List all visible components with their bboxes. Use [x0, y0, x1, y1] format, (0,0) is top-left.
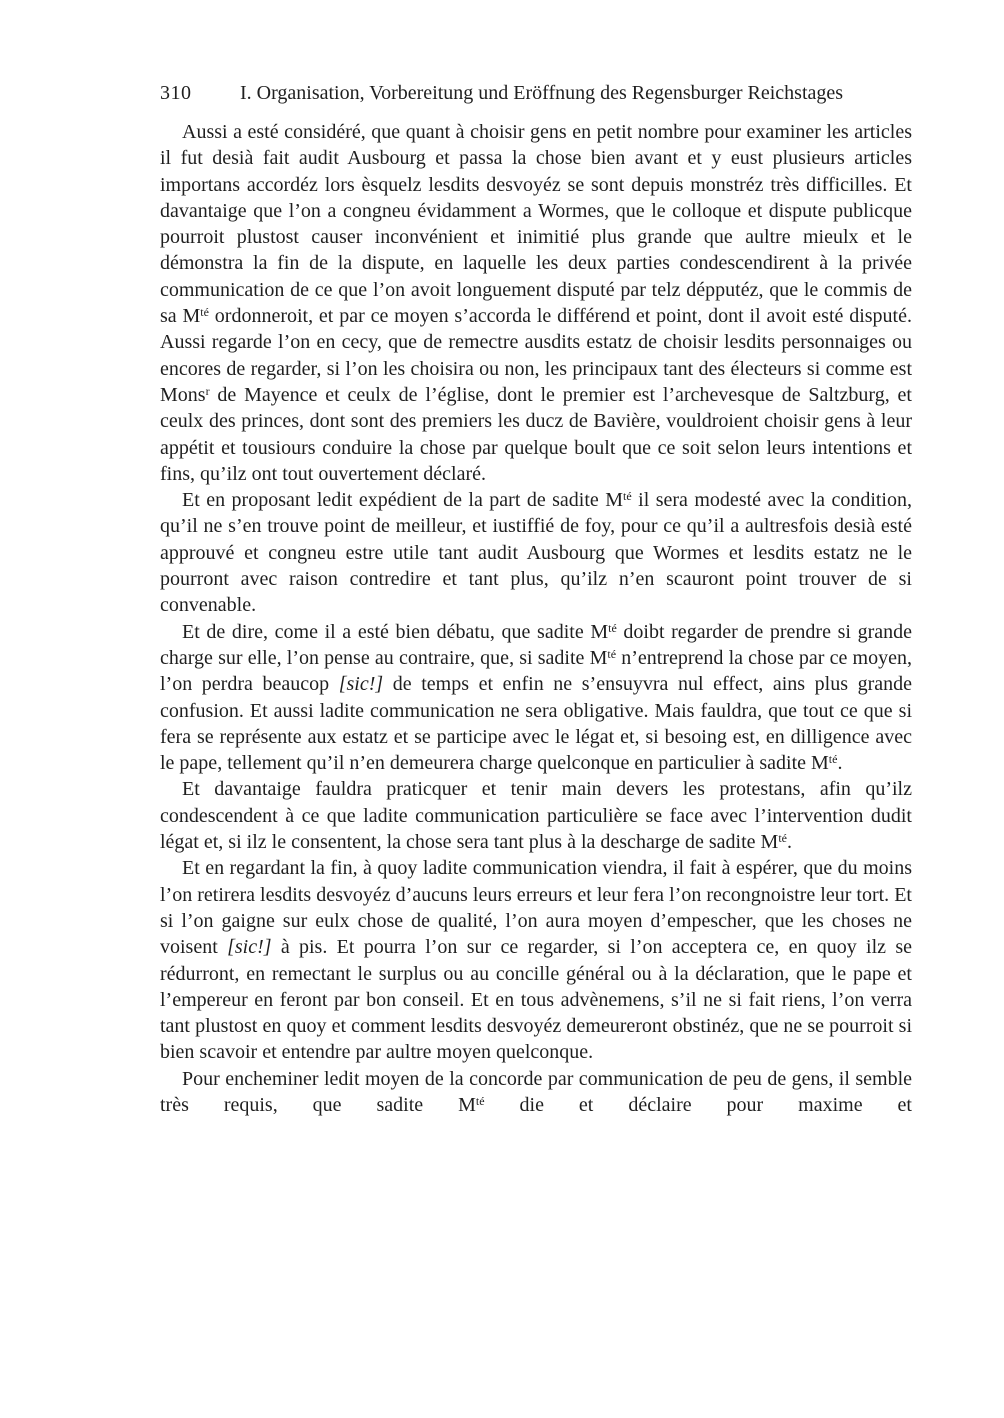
paragraph-5 [160, 855, 912, 1065]
text-run: . [837, 752, 843, 775]
text-run: Et davantaige fauldra praticquer et tenir main devers les protestans, afin qu’ilz condescendent à ce que ladite communication particulière se face avec l’intervention dudit légat et, si ilz le consentent, la chose sera tant plus à la descharge de sadite M [160, 778, 912, 854]
superscript-abbreviation: té [607, 646, 617, 661]
text-run: n’entreprend la chose par ce moyen, l’on perdra beaucop [160, 646, 912, 696]
superscript-abbreviation: té [200, 304, 209, 319]
paragraph-4 [160, 776, 912, 855]
text-run: . [786, 831, 792, 854]
text-run: Pour encheminer ledit moyen de la concorde par communication de peu de gens, il semble très requis, que sadite M [160, 1067, 912, 1116]
sic-annotation: [sic!] [227, 936, 272, 959]
paragraph-2 [160, 487, 912, 618]
text-run: Et de dire, come il a esté bien débatu, que sadite M [182, 620, 609, 643]
text-run: Et en regardant la fin, à quoy ladite communication viendra, il fait à espérer, que du moins l’on retirera lesdits desvoyéz d’aucuns leurs erreurs et leur fera l’on recongnoistre leur tort. Et si l’on gaigne sur eulx chose de qualité, l’on aura moyen d’empescher, que les choses ne voisent [160, 857, 912, 959]
text-run: il sera modesté avec la condition, qu’il ne s’en trouve point de meilleur, et iustiffié de foy, pour ce qu’il a aultresfois desià esté approuvé et congneu estre utile tant audit Ausbourg que Wormes et lesdits estatz ne le pourront avec raison contredire et tant plus, qu’ilz n’en scauront point trouver de si convenable. [160, 489, 912, 617]
superscript-abbreviation: té [475, 1093, 485, 1108]
superscript-abbreviation: té [608, 620, 617, 635]
running-title: I. Organisation, Vorbereitung und Eröffnung des Regensburger Reichstages [240, 82, 844, 104]
paragraph-6 [160, 1066, 912, 1119]
text-run: de Mayence et ceulx de l’église, dont le premier est l’archevesque de Saltzburg, et ceulx des princes, dont sont des premiers les ducz de Bavière, vouldroient choisir gens à leur appétit et tousiours conduire la chose par quelque boult que ce soit selon leurs intentions et fins, qu’ilz ont tout ouvertement déclaré. [160, 383, 912, 485]
superscript-abbreviation: té [623, 488, 632, 503]
superscript-abbreviation: té [778, 830, 787, 845]
page-number: 310 [160, 82, 192, 104]
text-run: à pis. Et pourra l’on sur ce regarder, si l’on acceptera ce, en quoy ilz se rédurront, en remectant le surplus ou au concille général ou à la déclaration, que le pape et l’empereur en feront par bon conseil. Et en tous advènemens, s’il ne si fait riens, l’on verra tant plustost en quoy et comment lesdits desvoyéz demeureront obstinéz, que ne se pourroit si bien scavoir et entendre par aultre moyen quelconque. [160, 936, 912, 1064]
text-run: Aussi a esté considéré, que quant à choisir gens en petit nombre pour examiner les articles il fut desià fait audit Ausbourg et passa la chose bien avant et y eust plusieurs articles importans accordéz lors èsquelz lesdits desvoyéz se sont depuis monstréz très difficilles. Et davantaige que l’on a congneu évidamment a Wormes, que le colloque et dispute publicque pourroit plustost causer inconvénient et inimitié plus grande que aultre mieulx et le démonstra la fin de la dispute, en laquelle les deux parties condescendirent à la privée communication de ce que l’on avoit longuement disputé par telz dépputéz, que le commis de sa M [160, 121, 912, 328]
page-header [160, 81, 912, 105]
text-run: de temps et enfin ne s’ensuyvra nul effect, ains plus grande confusion. Et aussi ladite communication ne sera obligative. Mais fauldra, que tout ce que si fera se représente aux estatz et se participe avec le légat et, si besoing est, en dilligence avec le pape, tellement qu’il n’en demeurera charge quelconque en particulier à sadite M [160, 673, 913, 775]
text-run: doibt regarder de prendre si grande charge sur elle, l’on pense au contraire, que, si sadite M [160, 620, 912, 669]
sic-annotation: [sic!] [338, 673, 384, 696]
text-run: die et déclaire pour maxime et [484, 1093, 912, 1116]
paragraph-1 [160, 119, 912, 487]
text-run: Et en proposant ledit expédient de la part de sadite M [182, 489, 624, 512]
superscript-abbreviation: té [828, 751, 838, 766]
paragraph-3 [160, 619, 912, 777]
superscript-abbreviation: r [205, 383, 210, 398]
text-run: ordonneroit, et par ce moyen s’accorda le différend et point, dont il avoit esté disputé. Aussi regarde l’on en cecy, que de remectre ausdits estatz de choisir lesdits personnaiges ou encores de regarder, si l’on les choisira ou non, les principaux tant des électeurs si comme est Mons [160, 305, 912, 406]
page-body [160, 119, 912, 1118]
